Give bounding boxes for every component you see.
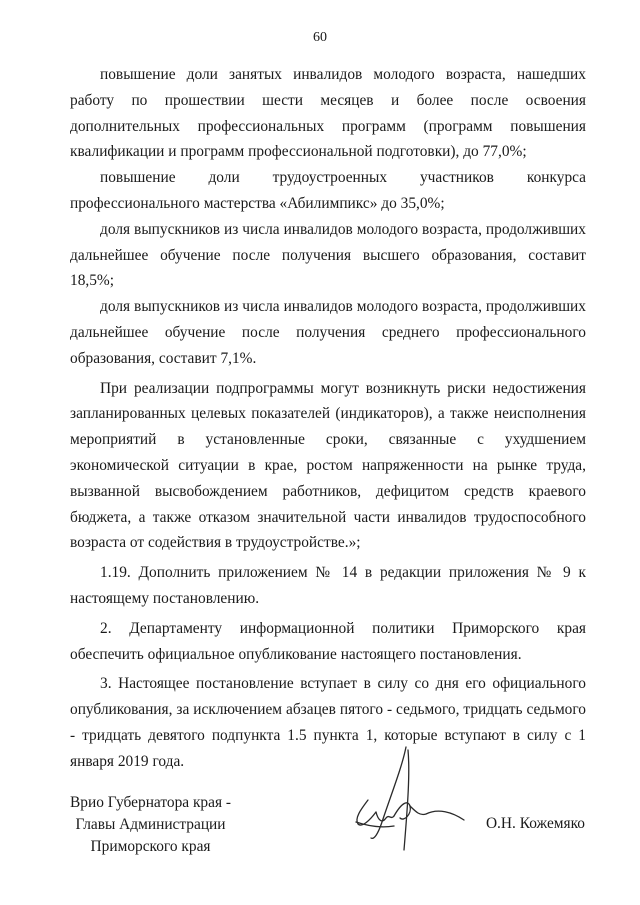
paragraph-item-3: 3. Настоящее постановление вступает в силу со дня его официального опубликования, за исключением абзацев пятого - седьмого, тридцать седьмого - тридцать девятого подпункта 1.5 пункта 1, которые вступают в силу с 1 января 2019 года. [70, 675, 586, 770]
paragraph-item-2: 2. Департаменту информационной политики Приморского края обеспечить официальное опубликование настоящего постановления. [70, 619, 586, 663]
signatory-position-line: Приморского края [90, 838, 211, 855]
signatory-position [70, 792, 231, 858]
document-body [70, 62, 586, 775]
paragraph-item-1-19: 1.19. Дополнить приложением № 14 в редакции приложения № 9 к настоящему постановлению. [70, 564, 586, 607]
handwritten-signature [348, 742, 468, 857]
paragraph-indicator-employment: повышение доли занятых инвалидов молодого возраста, нашедших работу по прошествии шести месяцев и более после освоения дополнительных профессиональных программ (программ повышения квалификации и программ профессиональной подготовки), до 77,0%; [70, 66, 586, 161]
signatory-name: О.Н. Кожемяко [485, 815, 585, 832]
signatory-position-line: Главы Администрации [75, 816, 226, 833]
page-number: 60 [313, 30, 327, 45]
paragraph-indicator-vocational-education: доля выпускников из числа инвалидов молодого возраста, продолживших дальнейшее обучение после получения среднего профессионального образования, составит 7,1%. [70, 298, 586, 367]
paragraph-indicator-abilympics: повышение доли трудоустроенных участников конкурса профессионального мастерства «Абилимпикс» до 35,0%; [70, 169, 586, 212]
paragraph-risks: При реализации подпрограммы могут возникнуть риски недостижения запланированных целевых показателей (индикаторов), а также неисполнения мероприятий в установленные сроки, связанные с ухудшением экономической ситуации в крае, ростом напряженности на рынке труда, вызванной высвобождением работников, дефицитом средств краевого бюджета, а также отказом значительной части инвалидов трудоспособного возраста от содействия в трудоустройстве.»; [70, 379, 586, 552]
paragraph-indicator-higher-education: доля выпускников из числа инвалидов молодого возраста, продолживших дальнейшее обучение после получения высшего образования, составит 18,5%; [70, 220, 586, 290]
signatory-position-line: Врио Губернатора края - [70, 794, 232, 811]
